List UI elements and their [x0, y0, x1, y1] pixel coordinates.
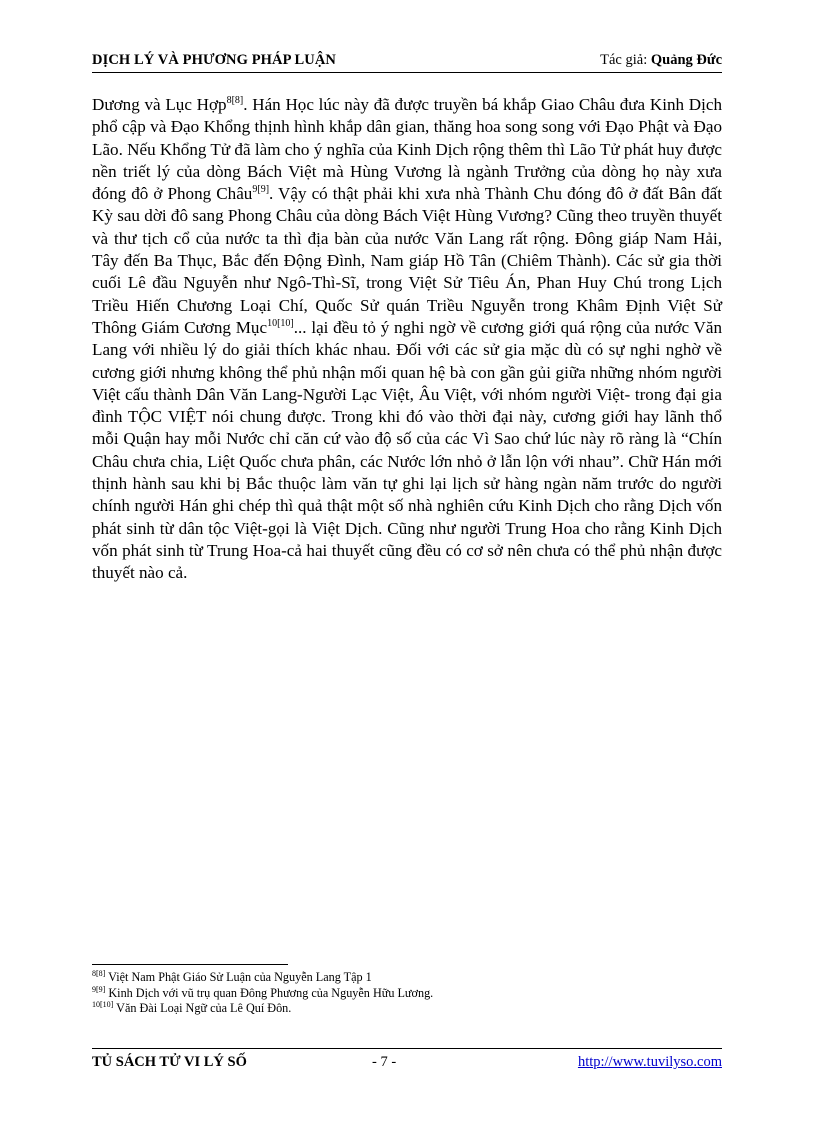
- page-number: - 7 -: [372, 1054, 397, 1070]
- footnote-mark: 9[9]: [92, 984, 106, 994]
- author-credit: [600, 52, 722, 69]
- text-segment: . Hán Học lúc này đã được truyền bá khắp Giao Châu đưa Kinh Dịch phổ cập và Đạo Khổng thịnh hình khắp dân gian, thăng hoa song song với Đạo Phật và Đạo Lão. Nếu Khổng Tử đã làm cho ý nghĩa của Kinh Dịch rộng thêm thì Lão Tử phát huy được nền triết lý của dòng Bách Việt mà Hùng Vương là ngành Trưởng của dòng họ này xưa đóng đô ở Phong Châu: [92, 95, 722, 204]
- author-label: Tác giả:: [600, 52, 651, 68]
- website-link[interactable]: http://www.tuvilyso.com: [577, 1054, 722, 1070]
- footnotes: [92, 970, 722, 1017]
- footnote-ref[interactable]: 9[9]: [252, 184, 270, 196]
- page-footer: [92, 1048, 722, 1075]
- footnote-item: [92, 986, 722, 1002]
- text-segment: . Vậy có thật phải khi xưa nhà Thành Chu đóng đô ở đất Bân đất Kỳ sau dời đô sang Phong Châu của dòng Bách Việt Hùng Vương? Cũng theo truyền thuyết và thư tịch cổ của nước ta thì địa bàn của nước Văn Lang rất rộng. Đông giáp Nam Hải, Tây đến Ba Thục, Bắc đến Động Đình, Nam giáp Hồ Tân (Chiêm Thành). Các sử gia thời cuối Lê đầu Nguyễn như Ngô-Thì-Sĩ, trong Việt Sử Tiêu Án, Phan Huy Chú trong Lịch Triều Hiến Chương Loại Chí, Quốc Sử quán Triều Nguyễn trong Khâm Định Việt Sử Thông Giám Cương Mục: [92, 184, 723, 337]
- body-paragraph: [92, 94, 722, 585]
- series-title: TỦ SÁCH TỬ VI LÝ SỐ: [92, 1054, 247, 1070]
- text-segment: ... lại đều tỏ ý nghi ngờ về cương giới quá rộng của nước Văn Lang với nhiều lý do giải thích khác nhau. Đối với các sử gia mặc dù có sự nghi nghờ về cương giới nhưng không thể phủ nhận mối quan hệ bà con gần gủi giữa những nhóm người Việt cấu thành Dân Văn Lang-Người Lạc Việt, Âu Việt, với nhóm người Việt- trong đại gia đình TỘC VIỆT nói chung được. Trong khi đó vào thời đại này, cương giới hay lãnh thổ mỗi Quận hay mỗi Nước chỉ căn cứ vào độ số của các Vì Sao chứ lúc này rõ ràng là “Chín Châu chưa chia, Liệt Quốc chưa phân, các Nước lớn nhỏ ở lẫn lộn với nhau”. Chữ Hán mới thịnh hành sau khi bị Bắc thuộc làm văn tự ghi lại lịch sử hàng ngàn năm trước do người chính người Hán ghi chép thì quả thật một số nhà nghiên cứu Kinh Dịch cho rằng Dịch vốn phát sinh từ dân tộc Việt-gọi là Việt Dịch. Cũng như người Trung Hoa cho rằng Kinh Dịch vốn phát sinh từ Trung Hoa-cả hai thuyết cũng đều có cơ sở nên chưa có thể phủ nhận được thuyết nào cả.: [92, 317, 723, 583]
- footnote-text: Việt Nam Phật Giáo Sử Luận của Nguyễn Lang Tập 1: [105, 970, 372, 984]
- footnote-separator: [92, 964, 288, 965]
- text-segment: Dương và Lục Hợp: [92, 95, 227, 114]
- footnote-mark: 8[8]: [92, 969, 106, 978]
- footnote-item: [92, 1001, 722, 1017]
- footnote-text: Kinh Dịch với vũ trụ quan Đông Phương của Nguyễn Hữu Lương.: [105, 985, 434, 1000]
- footnote-text: Văn Đài Loại Ngữ của Lê Quí Đôn.: [113, 1001, 292, 1015]
- author-name: Quảng Đức: [650, 52, 722, 68]
- footnote-item: [92, 970, 722, 986]
- footnote-ref[interactable]: 8[8]: [226, 95, 244, 106]
- footnote-ref[interactable]: 10[10]: [267, 317, 294, 329]
- page-header: [92, 50, 722, 73]
- document-title: DỊCH LÝ VÀ PHƯƠNG PHÁP LUẬN: [92, 52, 336, 68]
- footnote-mark: 10[10]: [92, 1000, 114, 1009]
- body-text: [92, 94, 722, 585]
